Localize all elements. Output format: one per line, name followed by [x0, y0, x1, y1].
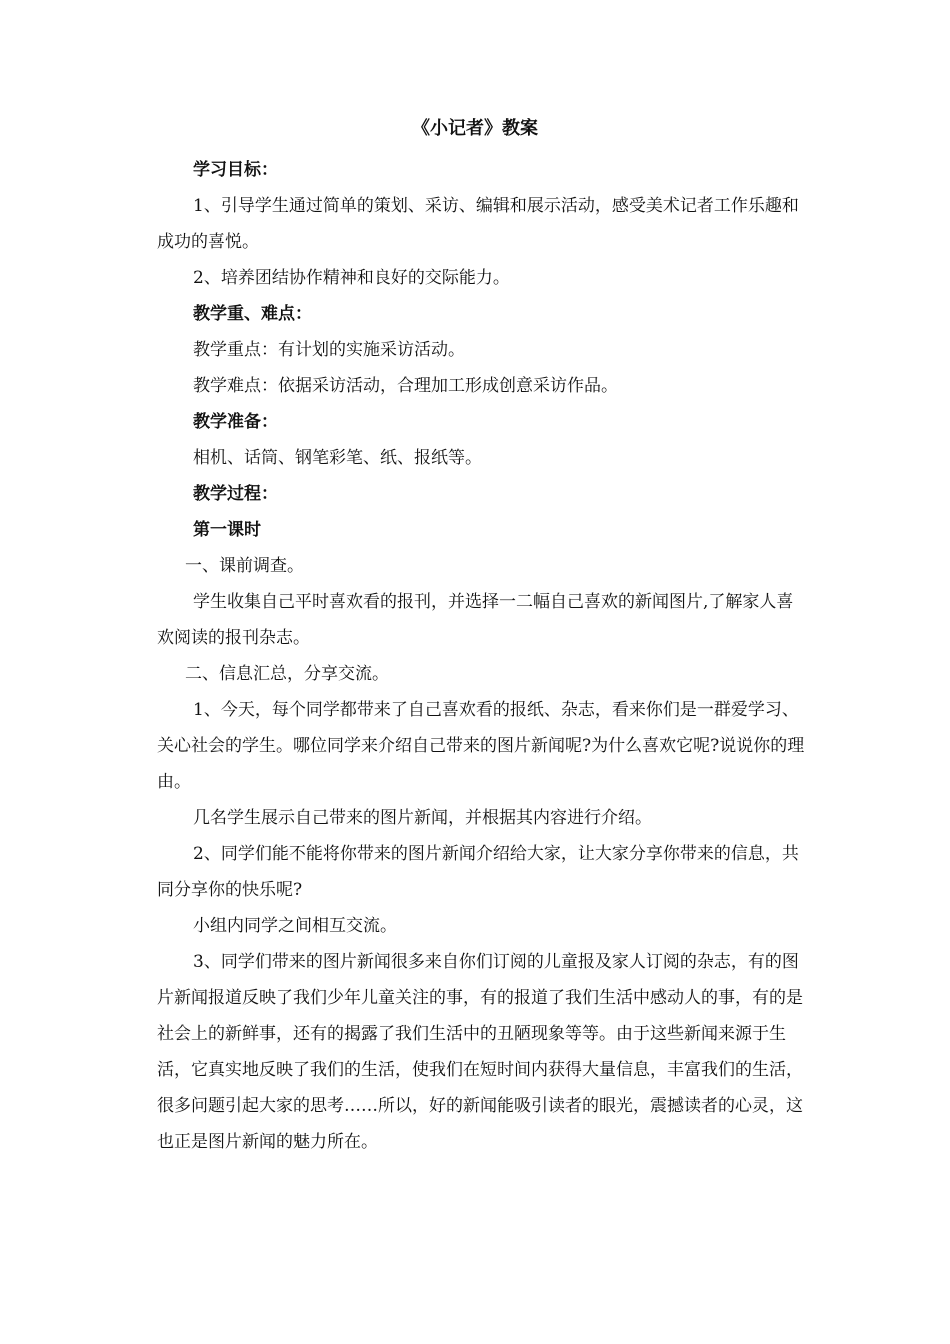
paragraph: 学生收集自己平时喜欢看的报刊，并选择一二幅自己喜欢的新闻图片,了解家人喜欢阅读的报刊杂志。 — [157, 592, 794, 648]
section-heading-objectives: 学习目标： — [193, 160, 278, 180]
document-title: 《小记者》教案 — [412, 118, 538, 139]
paragraph: 2、同学们能不能将你带来的图片新闻介绍给大家，让大家分享你带来的信息，共同分享你的快乐呢? — [157, 844, 799, 900]
section-heading-key-points: 教学重、难点： — [193, 304, 312, 324]
paragraph: 1、今天，每个同学都带来了自己喜欢看的报纸、杂志，看来你们是一群爱学习、关心社会的学生。哪位同学来介绍自己带来的图片新闻呢?为什么喜欢它呢?说说你的理由。 — [157, 700, 805, 792]
document-body — [157, 152, 805, 1160]
section-heading-first-lesson: 第一课时 — [193, 520, 261, 540]
section-heading-process: 教学过程： — [193, 484, 278, 504]
paragraph: 教学难点：依据采访活动，合理加工形成创意采访作品。 — [193, 376, 618, 396]
paragraph: 二、信息汇总，分享交流。 — [185, 664, 389, 684]
paragraph: 小组内同学之间相互交流。 — [193, 916, 397, 936]
paragraph: 2、培养团结协作精神和良好的交际能力。 — [193, 268, 510, 288]
paragraph: 一、课前调查。 — [185, 556, 304, 576]
paragraph: 1、引导学生通过简单的策划、采访、编辑和展示活动，感受美术记者工作乐趣和成功的喜悦。 — [157, 196, 799, 252]
section-heading-preparation: 教学准备： — [193, 412, 278, 432]
paragraph: 3、同学们带来的图片新闻很多来自你们订阅的儿童报及家人订阅的杂志，有的图片新闻报道反映了我们少年儿童关注的事，有的报道了我们生活中感动人的事，有的是社会上的新鲜事，还有的揭露了我们生活中的丑陋现象等等。由于这些新闻来源于生活，它真实地反映了我们的生活，使我们在短时间内获得大量信息，丰富我们的生活，很多问题引起大家的思考……所以，好的新闻能吸引读者的眼光，震撼读者的心灵，这也正是图片新闻的魅力所在。 — [157, 952, 803, 1152]
paragraph: 几名学生展示自己带来的图片新闻，并根据其内容进行介绍。 — [193, 808, 652, 828]
paragraph: 相机、话筒、钢笔彩笔、纸、报纸等。 — [193, 448, 482, 468]
paragraph: 教学重点：有计划的实施采访活动。 — [193, 340, 465, 360]
